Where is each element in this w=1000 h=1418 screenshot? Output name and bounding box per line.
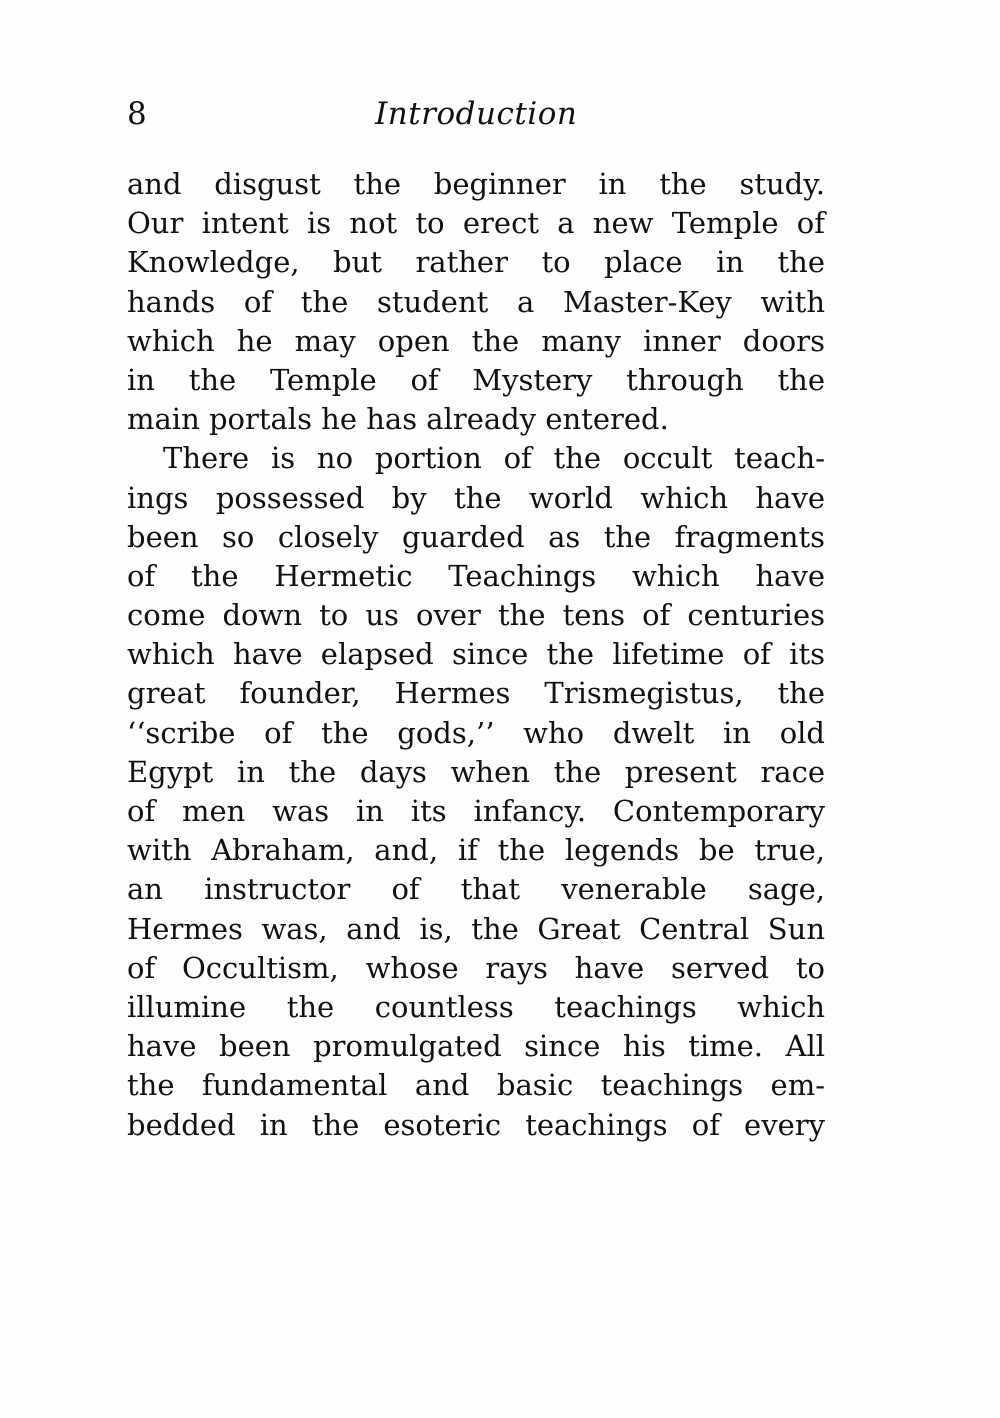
text-line: illumine the countless teachings which [127,989,825,1024]
text-line: of men was in its infancy. Contemporary [127,794,825,828]
page-number: 8 [127,96,147,132]
text-line: which he may open the many inner doors [127,323,825,358]
text-line: of the Hermetic Teachings which have [127,558,825,593]
text-line: and disgust the beginner in the study. [127,167,825,201]
text-line: ings possessed by the world which have [127,480,825,515]
text-line: the fundamental and basic teachings em- [127,1068,825,1103]
text-line: Egypt in the days when the present race [127,754,825,789]
text-line: which have elapsed since the lifetime of its [127,637,825,672]
body-text [127,165,825,1145]
text-line: great founder, Hermes Trismegistus, the [127,676,825,711]
text-line: bedded in the esoteric teachings of every [127,1107,825,1142]
text-line: hands of the student a Master-Key with [127,284,825,319]
text-line: with Abraham, and, if the legends be true, [127,833,825,868]
text-line: of Occultism, whose rays have served to [127,950,825,985]
paragraph-2 [127,439,825,1144]
text-line: come down to us over the tens of centuries [127,598,825,633]
text-line: ‘‘scribe of the gods,’’ who dwelt in old [127,715,825,750]
text-line: main portals he has already entered. [127,402,669,437]
paragraph-1 [127,165,825,439]
text-line: Knowledge, but rather to place in the [127,245,825,280]
text-line: have been promulgated since his time. All [127,1029,825,1064]
text-line: There is no portion of the occult teach- [163,441,825,476]
text-line: Our intent is not to erect a new Temple of [127,206,825,241]
text-line: Hermes was, and is, the Great Central Sun [127,911,825,946]
running-title: Introduction [375,96,578,132]
text-line: been so closely guarded as the fragments [127,519,825,554]
text-line: an instructor of that venerable sage, [127,872,825,907]
text-line: in the Temple of Mystery through the [127,362,825,397]
page-header [127,94,827,134]
